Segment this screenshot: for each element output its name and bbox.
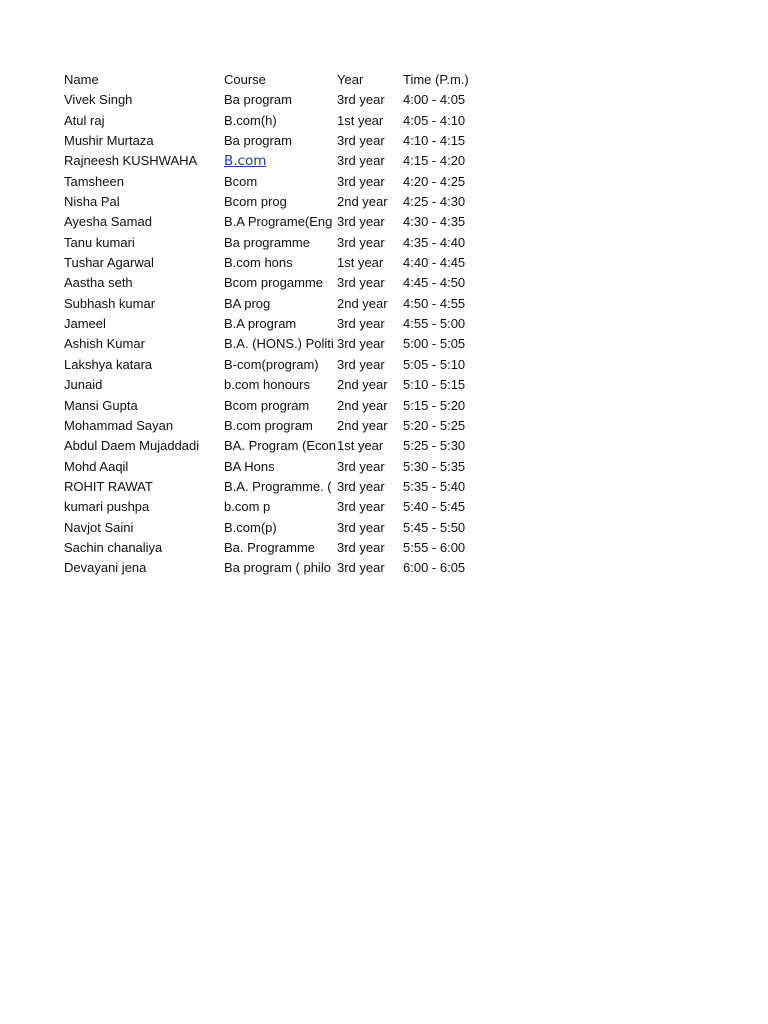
cell-course: Bcom xyxy=(224,173,258,189)
cell-time: 5:40 - 5:45 xyxy=(403,499,466,515)
cell-year: 3rd year xyxy=(337,356,385,372)
cell-course: BA prog xyxy=(224,295,271,311)
cell-course: Bcom program xyxy=(224,397,310,413)
cell-course: B.com(h) xyxy=(224,112,277,128)
cell-course: B.com(p) xyxy=(224,519,277,535)
cell-course: Ba program xyxy=(224,133,292,149)
cell-year: 3rd year xyxy=(337,336,385,352)
cell-time: 5:00 - 5:05 xyxy=(403,336,466,352)
cell-year: 1st year xyxy=(337,438,384,454)
cell-year: 2nd year xyxy=(337,194,388,210)
cell-time: 5:55 - 6:00 xyxy=(403,539,466,555)
cell-course: Bcom prog xyxy=(224,194,287,210)
cell-name: Tanu kumari xyxy=(64,234,135,250)
cell-name: Junaid xyxy=(64,377,103,393)
cell-time: 4:35 - 4:40 xyxy=(403,234,466,250)
cell-name: Lakshya katara xyxy=(64,356,153,372)
cell-year: 1st year xyxy=(337,112,384,128)
cell-name: Abdul Daem Mujaddadi xyxy=(64,438,200,454)
cell-time: 4:55 - 5:00 xyxy=(403,316,466,332)
cell-course: B.A Programe(Eng xyxy=(224,214,333,230)
cell-time: 5:25 - 5:30 xyxy=(403,438,466,454)
cell-time: 4:25 - 4:30 xyxy=(403,194,466,210)
cell-year: 1st year xyxy=(337,255,384,271)
cell-year: 3rd year xyxy=(337,499,385,515)
cell-name: Sachin chanaliya xyxy=(64,539,163,555)
cell-year: 2nd year xyxy=(337,377,388,393)
cell-name: Mohammad Sayan xyxy=(64,417,174,433)
cell-name: Mansi Gupta xyxy=(64,397,138,413)
cell-year: 3rd year xyxy=(337,133,385,149)
cell-time: 5:20 - 5:25 xyxy=(403,417,466,433)
cell-course: B.A. (HONS.) Politi xyxy=(224,336,334,352)
course-link[interactable]: B.com xyxy=(224,153,267,170)
cell-course: b.com honours xyxy=(224,377,310,393)
cell-name: kumari pushpa xyxy=(64,499,150,515)
cell-course: Bcom progamme xyxy=(224,275,323,291)
cell-year: 3rd year xyxy=(337,539,385,555)
cell-year: 3rd year xyxy=(337,214,385,230)
cell-time: 4:05 - 4:10 xyxy=(403,112,466,128)
cell-year: 3rd year xyxy=(337,153,385,169)
cell-time: 4:15 - 4:20 xyxy=(403,153,466,169)
cell-time: 4:45 - 4:50 xyxy=(403,275,466,291)
cell-name: Atul raj xyxy=(64,112,105,128)
cell-course: B.com hons xyxy=(224,255,293,271)
cell-time: 4:40 - 4:45 xyxy=(403,255,466,271)
cell-name: Rajneesh KUSHWAHA xyxy=(64,153,198,169)
cell-time: 4:20 - 4:25 xyxy=(403,173,466,189)
cell-year: 3rd year xyxy=(337,560,385,576)
cell-course: BA. Program (Econ xyxy=(224,438,336,454)
cell-course: Ba. Programme xyxy=(224,539,316,555)
cell-course: B.A. Programme. ( xyxy=(224,478,332,494)
header-name: Name xyxy=(64,72,99,87)
cell-course: Ba program xyxy=(224,92,292,108)
cell-name: Nisha Pal xyxy=(64,194,120,210)
cell-year: 3rd year xyxy=(337,458,385,474)
cell-time: 5:15 - 5:20 xyxy=(403,397,466,413)
cell-year: 3rd year xyxy=(337,478,385,494)
cell-year: 3rd year xyxy=(337,519,385,535)
cell-time: 5:05 - 5:10 xyxy=(403,356,466,372)
cell-course: B.com program xyxy=(224,417,313,433)
cell-time: 5:45 - 5:50 xyxy=(403,519,466,535)
cell-course: BA Hons xyxy=(224,458,275,474)
cell-time: 4:50 - 4:55 xyxy=(403,295,466,311)
cell-course: B.A program xyxy=(224,316,297,332)
cell-name: Subhash kumar xyxy=(64,295,156,311)
cell-time: 5:35 - 5:40 xyxy=(403,478,466,494)
cell-time: 5:10 - 5:15 xyxy=(403,377,466,393)
cell-name: Navjot Saini xyxy=(64,519,134,535)
cell-year: 3rd year xyxy=(337,234,385,250)
cell-year: 3rd year xyxy=(337,316,385,332)
cell-name: Mushir Murtaza xyxy=(64,133,154,149)
cell-time: 5:30 - 5:35 xyxy=(403,458,466,474)
cell-time: 4:30 - 4:35 xyxy=(403,214,466,230)
cell-name: Jameel xyxy=(64,316,106,332)
cell-name: Vivek Singh xyxy=(64,92,133,108)
cell-year: 3rd year xyxy=(337,275,385,291)
cell-name: Ayesha Samad xyxy=(64,214,152,230)
cell-time: 4:00 - 4:05 xyxy=(403,92,466,108)
cell-time: 4:10 - 4:15 xyxy=(403,133,466,149)
cell-name: ROHIT RAWAT xyxy=(64,478,153,494)
header-course: Course xyxy=(224,72,266,87)
header-year: Year xyxy=(337,72,364,87)
cell-course: b.com p xyxy=(224,499,271,515)
cell-year: 2nd year xyxy=(337,397,388,413)
cell-year: 2nd year xyxy=(337,295,388,311)
cell-course: B-com(program) xyxy=(224,356,319,372)
cell-name: Mohd Aaqil xyxy=(64,458,129,474)
cell-course: Ba program ( philo xyxy=(224,560,331,576)
cell-time: 6:00 - 6:05 xyxy=(403,560,466,576)
cell-year: 2nd year xyxy=(337,417,388,433)
cell-name: Devayani jena xyxy=(64,560,147,576)
cell-name: Aastha seth xyxy=(64,275,133,291)
cell-course: Ba programme xyxy=(224,234,310,250)
header-time: Time (P.m.) xyxy=(403,72,469,87)
cell-year: 3rd year xyxy=(337,173,385,189)
cell-year: 3rd year xyxy=(337,92,385,108)
cell-name: Tamsheen xyxy=(64,173,124,189)
cell-name: Ashish Kumar xyxy=(64,336,145,352)
cell-name: Tushar Agarwal xyxy=(64,255,154,271)
